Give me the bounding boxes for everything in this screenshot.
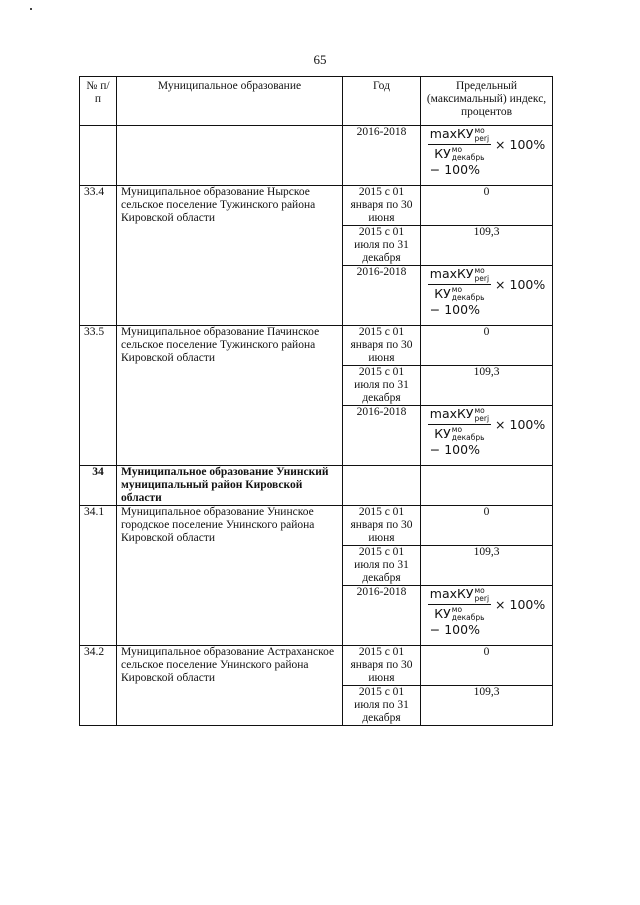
section-row <box>80 466 553 506</box>
row-municipality: Муниципальное образование Астраханское сельское поселение Унинского района Кировской области <box>117 646 343 726</box>
index-value: 0 <box>421 646 553 686</box>
index-value: 109,3 <box>421 686 553 726</box>
year-cell: 2015 с 01 января по 30 июня <box>343 186 421 226</box>
formula-cell <box>421 406 553 466</box>
year-cell: 2016-2018 <box>343 266 421 326</box>
header-index: Предельный (максимальный) индекс, процентов <box>421 77 553 126</box>
formula-numerator: maxКУ мо perj <box>429 405 490 423</box>
formula-multiplier: × 100% <box>495 276 546 292</box>
row-municipality: Муниципальное образование Нырское сельское поселение Тужинского района Кировской области <box>117 186 343 326</box>
row-municipality <box>117 126 343 186</box>
index-value: 0 <box>421 186 553 226</box>
index-value: 0 <box>421 506 553 546</box>
page-number: 65 <box>313 52 327 67</box>
header-year: Год <box>343 77 421 126</box>
index-formula <box>428 126 545 177</box>
formula-cell <box>421 586 553 646</box>
row-municipality: Муниципальное образование Унинское городское поселение Унинского района Кировской области <box>117 506 343 646</box>
year-cell: 2015 с 01 июля по 31 декабря <box>343 686 421 726</box>
formula-numerator: maxКУ мо perj <box>429 265 490 283</box>
index-value: 109,3 <box>421 546 553 586</box>
table-row <box>80 126 553 186</box>
year-cell: 2015 с 01 января по 30 июня <box>343 326 421 366</box>
index-formula <box>428 406 545 457</box>
row-num: 34.1 <box>80 506 117 646</box>
table-row <box>80 186 553 226</box>
year-cell: 2015 с 01 января по 30 июня <box>343 506 421 546</box>
header-municipality: Муниципальное образование <box>117 77 343 126</box>
formula-fraction <box>428 266 491 302</box>
index-value <box>421 466 553 506</box>
row-num: 34.2 <box>80 646 117 726</box>
scan-dot <box>30 8 32 10</box>
row-municipality: Муниципальное образование Пачинское сельское поселение Тужинского района Кировской области <box>117 326 343 466</box>
formula-cell <box>421 266 553 326</box>
table-row <box>80 506 553 546</box>
year-cell: 2016-2018 <box>343 586 421 646</box>
year-cell: 2016-2018 <box>343 406 421 466</box>
year-cell: 2015 с 01 июля по 31 декабря <box>343 226 421 266</box>
index-value: 109,3 <box>421 226 553 266</box>
row-num: 33.4 <box>80 186 117 326</box>
formula-fraction <box>428 586 491 622</box>
formula-denominator: КУ мо декабрь <box>434 145 485 162</box>
formula-fraction <box>428 406 491 442</box>
formula-numerator: maxКУ мо perj <box>429 585 490 603</box>
index-formula <box>428 586 545 637</box>
formula-fraction <box>428 126 491 162</box>
formula-subtrahend: − 100% <box>429 442 480 457</box>
formula-cell <box>421 126 553 186</box>
formula-denominator: КУ мо декабрь <box>434 605 485 622</box>
year-cell: 2015 с 01 июля по 31 декабря <box>343 366 421 406</box>
formula-denominator: КУ мо декабрь <box>434 285 485 302</box>
tariff-index-table <box>79 76 553 726</box>
row-num: 34 <box>80 466 117 506</box>
formula-multiplier: × 100% <box>495 136 546 152</box>
table-row <box>80 646 553 686</box>
formula-multiplier: × 100% <box>495 596 546 612</box>
row-num: 33.5 <box>80 326 117 466</box>
row-num <box>80 126 117 186</box>
formula-denominator: КУ мо декабрь <box>434 425 485 442</box>
index-value: 109,3 <box>421 366 553 406</box>
formula-subtrahend: − 100% <box>429 302 480 317</box>
table-row <box>80 326 553 366</box>
index-value: 0 <box>421 326 553 366</box>
row-municipality: Муниципальное образование Унинский муниципальный район Кировской области <box>117 466 343 506</box>
year-cell: 2015 с 01 января по 30 июня <box>343 646 421 686</box>
formula-subtrahend: − 100% <box>429 162 480 177</box>
formula-multiplier: × 100% <box>495 416 546 432</box>
year-cell <box>343 466 421 506</box>
year-cell: 2015 с 01 июля по 31 декабря <box>343 546 421 586</box>
formula-numerator: maxКУ мо perj <box>429 125 490 143</box>
header-num: № п/п <box>80 77 117 126</box>
formula-subtrahend: − 100% <box>429 622 480 637</box>
table-header-row <box>80 77 553 126</box>
year-cell: 2016-2018 <box>343 126 421 186</box>
index-formula <box>428 266 545 317</box>
